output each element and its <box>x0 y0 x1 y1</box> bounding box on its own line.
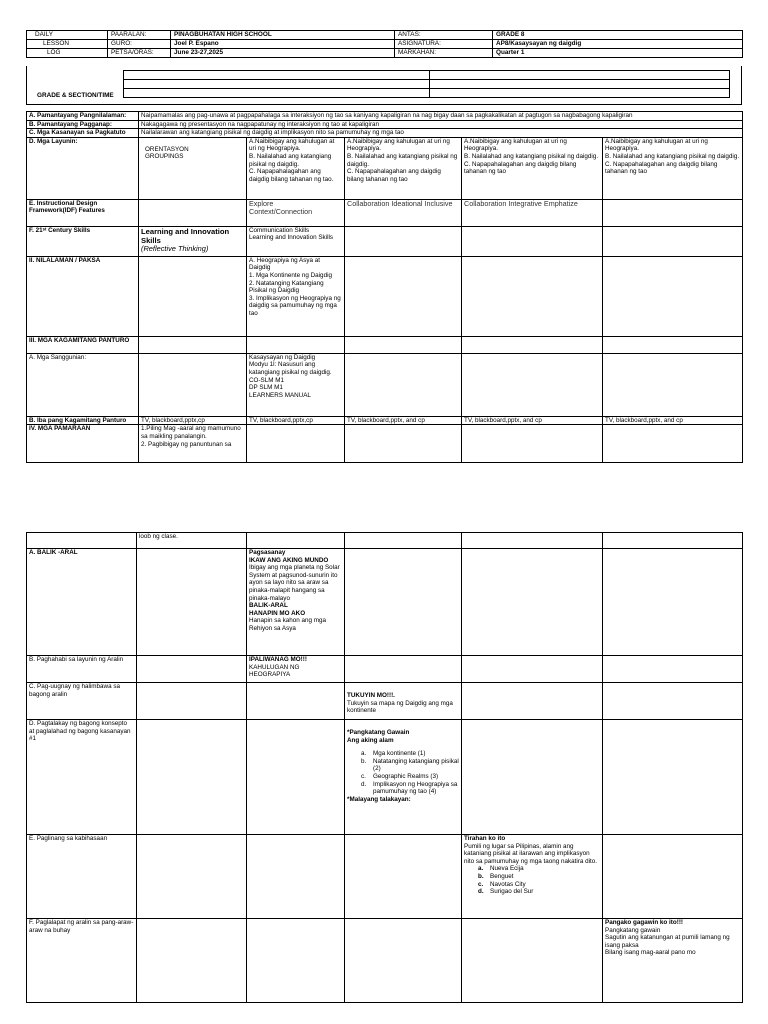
list-item <box>361 773 459 781</box>
review-col5 <box>603 549 743 656</box>
procedure-col3 <box>345 425 462 463</box>
other-materials-col3: TV, blackboard,pptx, and cp <box>345 416 462 425</box>
list-text: Natatanging katangiang pisikal (2) <box>373 757 459 773</box>
obj-e-col2: Explore Context/Connection <box>247 199 345 226</box>
obj-c-value: Nailalarawan ang katangiang pisikal ng daigdig at implikasyon nito sa pamumuhay ng mga tao <box>139 129 743 138</box>
procedure-col1: 1.Piling Mag -aaral ang mamumuno sa maikling panalangin. 2. Pagbibigay ng panuntunan sa <box>139 425 247 463</box>
discussion-heading-2: Ang aking alam <box>347 736 394 744</box>
subject-value: AP8/Kasaysayan ng daigdig <box>493 40 743 49</box>
list-item <box>478 888 600 896</box>
purpose-col3 <box>345 656 462 683</box>
examples-label: C. Pag-uugnay ng halimbawa sa bagong aralin <box>27 683 137 720</box>
grade-section-label: GRADE & SECTION/TIME <box>37 92 114 99</box>
lesson-table-2 <box>26 532 743 1003</box>
list-text: Navotas City <box>490 880 526 888</box>
review-col1 <box>137 549 247 656</box>
header-table <box>26 30 743 58</box>
discussion-col4 <box>462 720 603 835</box>
obj-d-label: D. Mga Layunin: <box>27 137 139 199</box>
list-text: Nueva Ecija <box>490 865 524 873</box>
application-col1 <box>137 919 247 1003</box>
procedure-col2 <box>247 425 345 463</box>
obj-f-col4 <box>462 226 603 256</box>
list-item <box>478 873 600 881</box>
examples-col4 <box>462 683 603 720</box>
date-value: June 23-27,2025 <box>171 49 395 58</box>
grade-cell <box>124 89 430 98</box>
grade-section-grid <box>123 70 730 98</box>
application-col5 <box>603 919 743 1003</box>
content-col3 <box>345 256 462 336</box>
review-heading-4: HANAPIN MO AKO <box>249 609 306 617</box>
list-marker: a. <box>478 865 484 873</box>
application-col2 <box>247 919 345 1003</box>
obj-a-value: Naipamamalas ang pag-unawa at pagpapahalaga sa interaksiyon ng tao sa kaniyang kapaligiran na nag bigay daan sa pagkakalikatan at pagtugon sa nagbabagong kapaligiran <box>139 112 743 121</box>
discussion-col1 <box>137 720 247 835</box>
content-label: II. NILALAMAN / PAKSA <box>27 256 139 336</box>
p2-cont-col1: loob ng clase. <box>137 533 247 549</box>
procedure-col4 <box>462 425 603 463</box>
application-col3 <box>345 919 462 1003</box>
review-label: A. BALIK -ARAL <box>27 549 137 656</box>
review-heading-3: BALIK-ARAL <box>249 602 288 610</box>
materials-col2 <box>247 336 345 353</box>
mastery-text: Pumili ng lugar sa Pilipinas, alamin ang kataniang pisikal at ilarawan ang implikasyon nito sa pamumuhay ng mga taong nakatira dito. <box>464 842 598 865</box>
grade-section-block <box>26 66 742 105</box>
discussion-heading-3: *Malayang talakayan: <box>347 795 411 803</box>
materials-col5 <box>603 336 743 353</box>
review-heading-2: IKAW ANG AKING MUNDO <box>249 556 329 564</box>
obj-b-value: Nakagagawa ng presentasyon na nagpapatunay ng interaksiyon ng tao at kapaligiran <box>139 120 743 129</box>
review-col2 <box>247 549 345 656</box>
list-text: Geographic Realms (3) <box>373 772 439 780</box>
materials-col4 <box>462 336 603 353</box>
other-materials-col4: TV, blackboard,pptx, and cp <box>462 416 603 425</box>
obj-e-col5 <box>603 199 743 226</box>
purpose-label: B. Paghahabi sa layunin ng Aralin <box>27 656 137 683</box>
examples-heading: TUKUYIN MO!!!. <box>347 692 395 699</box>
p2-cont-label <box>27 533 137 549</box>
application-text: Pangkatang gawain Sagutin ang katanungan at pumili lamang ng isang paksa Bilang isang mag-aaral pano mo <box>605 926 730 957</box>
obj-d-col3: A.Naibibigay ang kahulugan at uri ng Heograpiya. B. Nailalahad ang katangiang pisikal ng daigdig. C. Napapahalagahan ang daigdig bilang tahanan ng tao <box>345 137 462 199</box>
obj-f-col3 <box>345 226 462 256</box>
list-text: Benguet <box>490 872 514 880</box>
examples-col1 <box>137 683 247 720</box>
list-marker: a. <box>361 750 367 758</box>
purpose-col2 <box>247 656 345 683</box>
school-value: PINAGBUHATAN HIGH SCHOOL <box>171 31 395 40</box>
review-text-1: Ibigay ang mga planeta ng Solar System at pagsunod-sunurin ito ayon sa layo nito sa araw sa pinaka-malapit hangang sa pinaka-malayo <box>249 564 340 602</box>
teacher-label: GURO: <box>108 40 171 49</box>
materials-col3 <box>345 336 462 353</box>
mastery-list <box>464 865 600 895</box>
obj-f-label: F. 21ˢᵗ Century Skills <box>27 226 139 256</box>
examples-text: Tukuyin sa mapa ng Daigdig ang mga kontinente <box>347 699 453 715</box>
discussion-col3 <box>345 720 462 835</box>
mastery-col2 <box>247 835 345 919</box>
discussion-label: D. Pagtalakay ng bagong konsepto at paglalahad ng bagong kasanayan #1 <box>27 720 137 835</box>
grade-cell <box>124 80 430 89</box>
list-marker: c. <box>361 772 366 780</box>
dll-title-3: LOG <box>27 49 108 58</box>
mastery-col3 <box>345 835 462 919</box>
review-col4 <box>462 549 603 656</box>
obj-d-col1: ORENTASYON GROUPINGS <box>139 137 247 199</box>
obj-d-col4: A.Naibibigay ang kahulugan at uri ng Heograpiya. B. Nailalahad ang katangiang pisikal ng daigdig. C. Napapahalagahan ang daigdig bilang tahanan ng tao <box>462 137 603 199</box>
p2-cont-col5 <box>603 533 743 549</box>
list-item <box>478 865 600 873</box>
examples-col5 <box>603 683 743 720</box>
mastery-col1 <box>137 835 247 919</box>
list-marker: d. <box>361 780 367 788</box>
grade-cell <box>430 89 730 98</box>
obj-e-col4: Collaboration Integrative Emphatize <box>462 199 603 226</box>
materials-col1 <box>139 336 247 353</box>
other-materials-col1: TV, blackboard,pptx,cp <box>139 416 247 425</box>
purpose-col1 <box>137 656 247 683</box>
p2-cont-col4 <box>462 533 603 549</box>
mastery-heading: Tirahan ko ito <box>464 835 506 842</box>
obj-e-col1 <box>139 199 247 226</box>
subject-label: ASIGNATURA: <box>395 40 493 49</box>
obj-a-label: A. Pamantayang Pangnilalaman: <box>27 112 139 121</box>
mastery-label: E. Paglinang sa kabihasaan <box>27 835 137 919</box>
references-col5 <box>603 353 743 416</box>
obj-d-col2: A.Naibibigay ang kahulugan at uri ng Heograpiya. B. Nailalahad ang katangiang pisikal ng daigdig. C. Napapahalagahan ang daigdig bilang tahanan ng tao. <box>247 137 345 199</box>
other-materials-col5: TV, blackboard,pptx, and cp <box>603 416 743 425</box>
review-heading-1: Pagsasanay <box>249 549 286 556</box>
dll-title-2: LESSON <box>27 40 108 49</box>
skills-title: Learning and Innovation Skills <box>141 226 230 245</box>
examples-col3 <box>345 683 462 720</box>
discussion-col5 <box>603 720 743 835</box>
obj-f-col2: Communication Skills Learning and Innovation Skills <box>247 226 345 256</box>
references-col4 <box>462 353 603 416</box>
grade-cell <box>430 71 730 80</box>
procedure-col5 <box>603 425 743 463</box>
mastery-col5 <box>603 835 743 919</box>
list-item <box>361 758 459 773</box>
obj-f-col5 <box>603 226 743 256</box>
list-marker: c. <box>478 880 484 888</box>
dll-title-1: DAILY <box>27 31 108 40</box>
p2-cont-col3 <box>345 533 462 549</box>
list-item <box>478 881 600 889</box>
references-col3 <box>345 353 462 416</box>
references-label: A. Mga Sanggunian: <box>27 353 139 416</box>
quarter-value: Quarter 1 <box>493 49 743 58</box>
application-label: F. Paglalapat ng aralin sa pang-araw-araw na buhay <box>27 919 137 1003</box>
lesson-table-1 <box>26 111 743 463</box>
list-text: Implikasyon ng Heograpiya sa pamumuhay ng tao (4) <box>373 780 458 796</box>
obj-f-col1 <box>139 226 247 256</box>
procedure-label: IV. MGA PAMARAAN <box>27 425 139 463</box>
teacher-value: Joel P. Espano <box>171 40 395 49</box>
skills-subtitle: (Reflective Thinking) <box>141 243 209 253</box>
review-col3 <box>345 549 462 656</box>
grade-cell <box>124 71 430 80</box>
school-label: PAARALAN: <box>108 31 171 40</box>
date-label: PETSA/ORAS: <box>108 49 171 58</box>
obj-e-col3: Collaboration Ideational Inclusive <box>345 199 462 226</box>
discussion-heading-1: *Pangkatang Gawain <box>347 729 410 736</box>
purpose-col5 <box>603 656 743 683</box>
obj-d-col5: A.Naibibigay ang kahulugan at uri ng Heograpiya. B. Nailalahad ang katangiang pisikal ng daigdig. C. Napapahalagahan ang daigdig bilang tahanan ng tao <box>603 137 743 199</box>
obj-b-label: B. Pamantayang Pagganap: <box>27 120 139 129</box>
other-materials-label: B. Iba pang Kagamitang Panturo <box>27 416 139 425</box>
p2-cont-col2 <box>247 533 345 549</box>
materials-label: III. MGA KAGAMITANG PANTURO <box>27 336 139 353</box>
purpose-col4 <box>462 656 603 683</box>
list-text: Mga kontinente (1) <box>373 750 426 758</box>
references-col1 <box>139 353 247 416</box>
level-label: ANTAS: <box>395 31 493 40</box>
application-col4 <box>462 919 603 1003</box>
review-text-2: Hanapin sa kahon ang mga Rehiyon sa Asya <box>249 617 327 632</box>
list-marker: b. <box>361 757 367 765</box>
list-item <box>361 781 459 796</box>
other-materials-col2: TV, blackboard,pptx,cp <box>247 416 345 425</box>
content-col1 <box>139 256 247 336</box>
list-item <box>361 750 459 758</box>
content-col4 <box>462 256 603 336</box>
content-col5 <box>603 256 743 336</box>
list-text: Surigao del Sur <box>490 888 534 896</box>
list-marker: b. <box>478 872 484 880</box>
obj-e-label: E. Instructional Design Framework(IDF) Features <box>27 199 139 226</box>
discussion-list <box>347 750 459 796</box>
application-heading: Pangako gagawin ko ito!!! <box>605 919 684 926</box>
purpose-heading: IPALIWANAG MO!!! <box>249 656 307 663</box>
examples-col2 <box>247 683 345 720</box>
discussion-col2 <box>247 720 345 835</box>
content-col2: A. Heograpiya ng Asya at Daigdig 1. Mga Kontinente ng Daigdig 2. Natatanging Katangiang Pisikal ng Daigdig 3. Implikasyon ng Heograpiya ng daigdig sa pamumuhay ng mga tao <box>247 256 345 336</box>
grade-cell <box>430 80 730 89</box>
purpose-text: KAHULUGAN NG HEOGRAPIYA <box>249 663 300 679</box>
level-value: GRADE 8 <box>493 31 743 40</box>
quarter-label: MARKAHAN: <box>395 49 493 58</box>
references-col2: Kasaysayan ng Daigdig Modyu 1l: Nasusuri ang katangiang pisikal ng daigdig. CO-SLM M1 DP SLM M1 LEARNERS MANUAL <box>247 353 345 416</box>
list-marker: d. <box>478 888 484 896</box>
mastery-col4 <box>462 835 603 919</box>
obj-c-label: C. Mga Kasanayan sa Pagkatuto <box>27 129 139 138</box>
